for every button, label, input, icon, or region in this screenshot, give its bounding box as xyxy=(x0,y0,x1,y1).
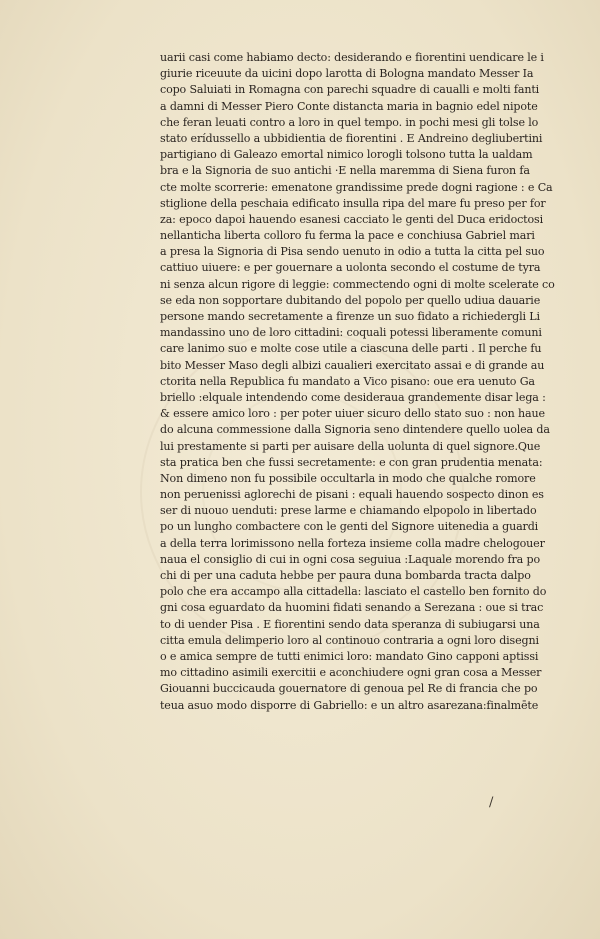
text-line: o e amica sempre de tutti enimici loro: mandato Gino capponi aptissi xyxy=(160,649,539,663)
text-line: & essere amico loro : per poter uiuer sicuro dello stato suo : non haue xyxy=(160,407,545,421)
text-line: chi di per una caduta hebbe per paura duna bombarda tracta dalpo xyxy=(160,569,531,582)
text-line: bra e la Signoria de suo antichi ·E nella maremma di Siena furon fa xyxy=(160,164,530,178)
text-line: se eda non sopportare dubitando del popolo per quello udiua dauarie xyxy=(160,293,541,307)
text-line: cattiuo uiuere: e per gouernare a uolonta secondo el costume de tyra xyxy=(160,261,541,275)
text-line: partigiano di Galeazo emortal nimico lorogli tolsono tutta la ualdam xyxy=(160,148,533,162)
text-line: non peruenissi aglorechi de pisani : equali hauendo sospecto dinon es xyxy=(160,488,544,502)
text-line: a presa la Signoria di Pisa sendo uenuto in odio a tutta la citta pel suo xyxy=(160,245,545,259)
text-line: teua asuo modo disporre di Gabriello: e un altro asarezana:finalmēte xyxy=(160,698,539,712)
text-line: cte molte scorrerie: emenatone grandissime prede dogni ragione : e Ca xyxy=(160,180,553,194)
text-line: stiglione della peschaia edificato insulla ripa del mare fu preso per for xyxy=(160,196,546,210)
text-line: uarii casi come habiamo decto: desiderando e fiorentini uendicare le i xyxy=(160,51,544,64)
text-line: nellanticha liberta colloro fu ferma la pace e conchiusa Gabriel mari xyxy=(160,229,535,243)
text-line: Non dimeno non fu possibile occultarla in modo che qualche romore xyxy=(160,471,536,485)
text-line: citta emula delimperio loro al continouo contraria a ogni loro disegni xyxy=(160,633,539,647)
text-line: polo che era accampo alla cittadella: lasciato el castello ben fornito do xyxy=(160,585,547,599)
text-line: naua el consiglio di cui in ogni cosa seguiua :Laquale morendo fra po xyxy=(160,552,540,566)
text-line: che feran leuati contro a loro in quel tempo. in pochi mesi gli tolse lo xyxy=(160,115,539,129)
text-line: copo Saluiati in Romagna con parechi squadre di caualli e molti fanti xyxy=(160,83,540,97)
text-line: a della terra lorimissono nella forteza insieme colla madre chelogouer xyxy=(160,536,545,550)
text-line: ctorita nella Republica fu mandato a Vico pisano: oue era uenuto Ga xyxy=(160,374,535,388)
text-line: za: epoco dapoi hauendo esanesi cacciato le genti del Duca eridoctosi xyxy=(160,212,543,226)
text-line: stato erídussello a ubbidientia de fiorentini . E Andreino degliubertini xyxy=(160,131,543,145)
text-line: to di uender Pisa . E fiorentini sendo data speranza di subiugarsi una xyxy=(160,617,540,631)
text-line: a damni di Messer Piero Conte distancta maria in bagnio edel nipote xyxy=(160,99,538,113)
text-line: persone mando secretamente a firenze un suo fidato a richiedergli Li xyxy=(160,310,540,323)
text-line: Giouanni buccicauda gouernatore di genoua pel Re di francia che po xyxy=(160,682,538,696)
text-line: giurie riceuute da uicini dopo larotta di Bologna mandato Messer Ia xyxy=(160,67,534,81)
text-line: bito Messer Maso degli albizi caualieri exercitato assai e di grande au xyxy=(160,358,545,372)
text-line: lui prestamente si parti per auisare della uolunta di quel signore.Que xyxy=(160,439,541,453)
text-line: po un lungho combactere con le genti del Signore uitenedia a guardi xyxy=(160,520,539,534)
body-text xyxy=(160,50,560,714)
text-line: mandassino uno de loro cittadini: coquali potessi liberamente comuni xyxy=(160,326,542,340)
text-line: do alcuna commessione dalla Signoria seno dintendere quello uolea da xyxy=(160,423,550,437)
text-line: mo cittadino asimili exercitii e aconchiudere ogni gran cosa a Messer xyxy=(160,666,542,680)
text-line: sta pratica ben che fussi secretamente: e con gran prudentia menata: xyxy=(160,455,543,469)
text-line: care lanimo suo e molte cose utile a ciascuna delle parti . Il perche fu xyxy=(160,342,542,356)
text-line: gni cosa eguardato da huomini fidati senando a Serezana : oue si trac xyxy=(160,601,544,615)
text-line: ser di nuouo uenduti: prese larme e chiamando elpopolo in libertado xyxy=(160,504,537,518)
signature-mark: / xyxy=(489,795,494,810)
text-line: ni senza alcun rigore di leggie: commectendo ogni di molte scelerate co xyxy=(160,277,555,291)
text-line: briello :elquale intendendo come desideraua grandemente disar lega : xyxy=(160,390,546,404)
